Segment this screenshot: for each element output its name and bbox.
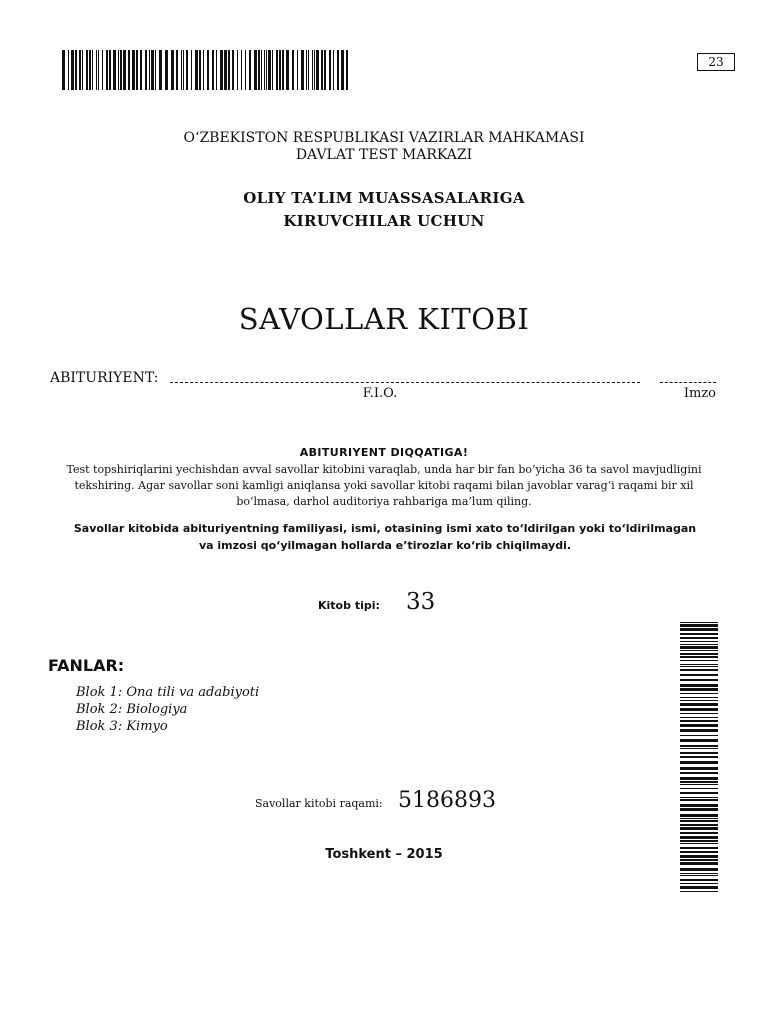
barcode-bar <box>140 50 142 90</box>
barcode-bar <box>680 827 718 830</box>
barcode-bar <box>680 674 718 676</box>
barcode-bar <box>102 50 103 90</box>
barcode-bar <box>333 50 334 90</box>
barcode-bar <box>165 50 168 90</box>
barcode-bar <box>149 50 150 90</box>
barcode-bar <box>680 824 718 826</box>
page-title: SAVOLLAR KITOBI <box>238 302 530 336</box>
subject-item: Blok 3: Kimyo <box>76 719 168 734</box>
barcode-bar <box>680 739 718 742</box>
barcode-bar <box>680 660 718 661</box>
barcode-bar <box>292 50 294 90</box>
barcode-bar <box>113 50 116 90</box>
barcode-bar <box>680 797 718 798</box>
barcode-bar <box>680 622 718 623</box>
barcode-bar <box>680 879 718 881</box>
barcode-bar <box>680 641 718 642</box>
barcode-bar <box>232 50 234 90</box>
warning-text: Savollar kitobida abituriyentning familiyasi, ismi, otasining ismi xato to‘ldirilgan yoki to‘ldirilmagan va imzosi qo‘yilmagan hollarda e’tirozlar ko‘rib chiqilmaydi. <box>73 522 697 552</box>
barcode-bar <box>109 50 111 90</box>
attention-title: ABITURIYENT DIQQATIGA! <box>299 446 469 459</box>
subject-item: Blok 1: Ona tili va adabiyoti <box>76 685 260 700</box>
barcode-bar <box>680 799 718 801</box>
barcode-bar <box>286 50 289 90</box>
barcode-bar <box>266 50 267 90</box>
barcode-bar <box>241 50 242 90</box>
barcode-bar <box>171 50 174 90</box>
barcode-bar <box>216 50 217 90</box>
barcode-bar <box>212 50 214 90</box>
barcode-bar <box>680 875 718 876</box>
barcode-bar <box>82 50 83 90</box>
barcode-bar <box>181 50 182 90</box>
barcode-bar <box>680 628 718 631</box>
page-number: 23 <box>697 53 735 71</box>
barcode-bar <box>207 50 209 90</box>
barcode-bar <box>282 50 284 90</box>
barcode-bar <box>680 700 718 701</box>
barcode-bar <box>680 669 718 671</box>
barcode-bar <box>680 820 718 822</box>
barcode-bar <box>680 633 718 635</box>
barcode-bar <box>186 50 188 90</box>
book-type-label: Kitob tipi: <box>318 599 380 612</box>
barcode-bar <box>680 792 718 794</box>
barcode-bar <box>258 50 260 90</box>
barcode-bar <box>341 50 344 90</box>
barcode-bar <box>680 693 718 694</box>
book-type-value: 33 <box>406 589 436 615</box>
barcode-bar <box>680 832 718 834</box>
barcode-bar <box>680 688 718 691</box>
barcode-bar <box>254 50 257 90</box>
barcode-bar <box>680 784 718 785</box>
barcode-bar <box>306 50 307 90</box>
barcode-bar <box>297 50 298 90</box>
barcode-bar <box>329 50 331 90</box>
barcode-bar <box>272 50 273 90</box>
subjects-title: FANLAR: <box>48 656 125 675</box>
barcode-bar <box>316 50 319 90</box>
barcode-bar <box>680 697 718 698</box>
barcode-bar <box>96 50 97 90</box>
barcode-bar <box>132 50 135 90</box>
barcode-bar <box>314 50 315 90</box>
barcode-bar <box>220 50 223 90</box>
org-name-line2: DAVLAT TEST MARKAZI <box>295 147 473 163</box>
org-name-line1: O‘ZBEKISTON RESPUBLIKASI VAZIRLAR MAHKAMASI <box>183 130 585 146</box>
barcode-bar <box>680 843 718 844</box>
barcode-bar <box>324 50 326 90</box>
barcode-bar <box>680 679 718 681</box>
barcode-bar <box>92 50 93 90</box>
barcode-bar <box>680 708 718 711</box>
barcode-bar <box>680 883 718 884</box>
barcode-bar <box>203 50 204 90</box>
barcode-bar <box>71 50 74 90</box>
barcode-bar <box>680 804 718 807</box>
barcode-bar <box>680 720 718 722</box>
barcode-bar <box>680 781 718 783</box>
barcode-bar <box>680 646 718 649</box>
barcode-bar <box>680 788 718 789</box>
barcode-bar <box>128 50 130 90</box>
subtitle-line1: OLIY TA’LIM MUASSASALARIGA <box>243 189 525 207</box>
barcode-bar <box>680 666 718 667</box>
barcode-bar <box>680 836 718 839</box>
barcode-bar <box>680 886 718 889</box>
barcode-bar <box>337 50 339 90</box>
barcode-bar <box>680 724 718 727</box>
book-number-label: Savollar kitobi raqami: <box>255 797 383 810</box>
barcode-bar <box>680 752 718 754</box>
barcode-bar <box>680 729 718 732</box>
barcode-bar <box>245 50 246 90</box>
barcode-bar <box>680 868 718 871</box>
barcode-bar <box>680 818 718 819</box>
barcode-bar <box>680 748 718 749</box>
applicant-name-field <box>170 382 640 383</box>
barcode-bar <box>680 644 718 645</box>
barcode-bar <box>195 50 198 90</box>
barcode-bar <box>89 50 91 90</box>
barcode-bar <box>199 50 201 90</box>
footer-city-year: Toshkent – 2015 <box>325 847 443 862</box>
barcode-bar <box>75 50 77 90</box>
barcode-bar <box>155 50 156 90</box>
barcode-bar <box>680 653 718 655</box>
applicant-label: ABITURIYENT: <box>50 370 159 386</box>
barcode-bar <box>62 50 65 90</box>
barcode-bar <box>123 50 126 90</box>
barcode-bar <box>680 756 718 758</box>
barcode-bar <box>680 808 718 811</box>
barcode-bar <box>176 50 178 90</box>
barcode-bar <box>118 50 119 90</box>
barcode-bar <box>680 637 718 639</box>
barcode-bar <box>680 745 718 747</box>
barcode-bar <box>159 50 162 90</box>
barcode-bar <box>98 50 99 90</box>
barcode-bar <box>261 50 262 90</box>
barcode-bar <box>680 703 718 706</box>
barcode-bar <box>680 713 718 714</box>
barcode-bar <box>301 50 304 90</box>
barcode-bar <box>279 50 281 90</box>
barcode-bar <box>680 664 718 665</box>
barcode-bar <box>268 50 271 90</box>
barcode-bar <box>151 50 154 90</box>
barcode-bar <box>237 50 238 90</box>
barcode-bar <box>680 717 718 718</box>
barcode-bar <box>680 873 718 874</box>
barcode-bar <box>308 50 309 90</box>
barcode-bar <box>680 814 718 817</box>
barcode-bar <box>680 650 718 651</box>
barcode-bar <box>145 50 147 90</box>
barcode-bar <box>680 656 718 658</box>
barcode-bar <box>183 50 184 90</box>
barcode-bar <box>228 50 230 90</box>
barcode-bar <box>680 684 718 687</box>
barcode-bar <box>312 50 313 90</box>
book-number-value: 5186893 <box>398 788 496 813</box>
barcode-bar <box>136 50 138 90</box>
barcode-bar <box>106 50 108 90</box>
subtitle-line2: KIRUVCHILAR UCHUN <box>283 212 485 230</box>
attention-text: Test topshiriqlarini yechishdan avval savollar kitobini varaqlab, unda har bir fan bo‘yicha 36 ta savol mavjudligini tekshiring. Agar savollar soni kamligi aniqlansa yoki savollar kitobi raqami bilan javoblar varag‘i raqami bir xil bo‘lmasa, darhol auditoriya rahbariga ma’lum qiling. <box>66 463 702 508</box>
barcode-bar <box>680 761 718 764</box>
barcode-bar <box>680 862 718 865</box>
barcode-bar <box>68 50 69 90</box>
subject-item: Blok 2: Biologiya <box>76 702 188 717</box>
barcode-bar <box>680 767 718 770</box>
barcode-bar <box>680 777 718 780</box>
barcode-bar <box>264 50 265 90</box>
barcode-bar <box>321 50 323 90</box>
signature-label: Imzo <box>683 386 716 401</box>
barcode-bar <box>276 50 278 90</box>
barcode-bar <box>680 891 718 892</box>
barcode-bar <box>79 50 81 90</box>
barcode-bar <box>680 735 718 736</box>
barcode-bar <box>680 624 718 627</box>
barcode-bar <box>249 50 251 90</box>
barcode-bar <box>86 50 88 90</box>
barcode-bar <box>680 772 718 774</box>
subjects-list <box>76 684 259 735</box>
fio-label: F.I.O. <box>362 386 398 401</box>
barcode-bar <box>680 840 718 842</box>
applicant-signature-field <box>660 382 716 383</box>
barcode-bar <box>224 50 227 90</box>
barcode-bar <box>346 50 348 90</box>
barcode-bar <box>191 50 192 90</box>
barcode-bar <box>120 50 122 90</box>
barcode-top <box>62 50 350 90</box>
